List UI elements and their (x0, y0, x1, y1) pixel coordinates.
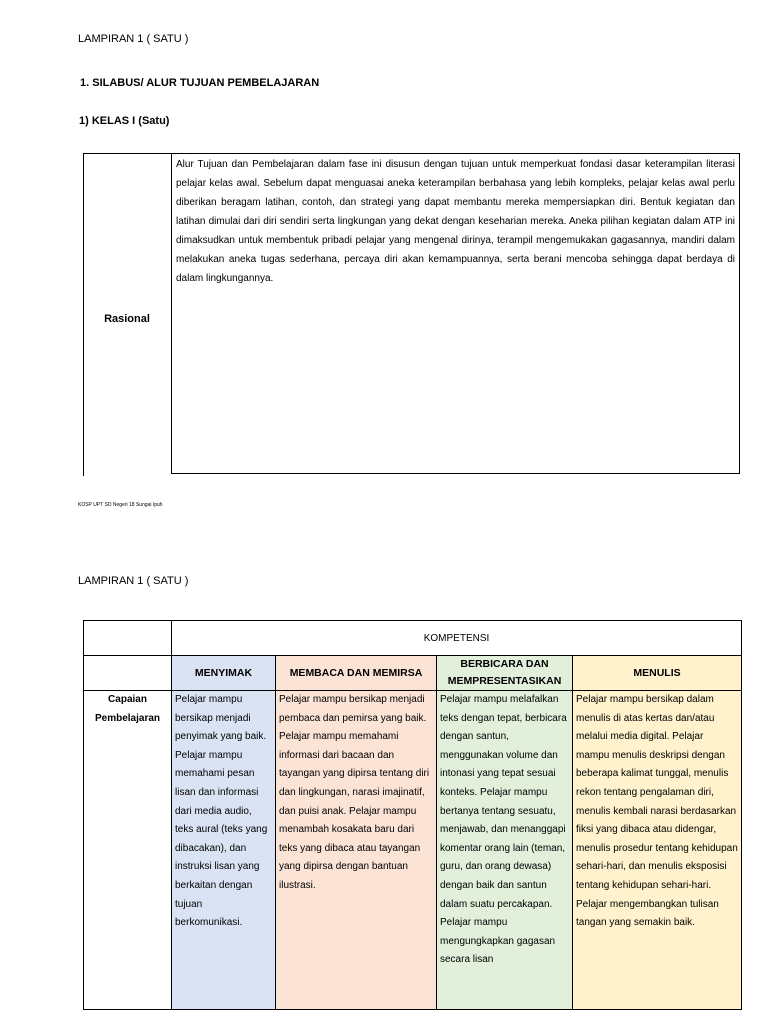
empty-label-cell (84, 656, 172, 691)
col-header-membaca: MEMBACA DAN MEMIRSA (276, 656, 437, 691)
rasional-label: Rasional (104, 313, 150, 325)
col-header-menulis: MENULIS (573, 656, 742, 691)
rasional-text: Alur Tujuan dan Pembelajaran dalam fase ini disusun dengan tujuan untuk memperkuat fondasi dasar keterampilan literasi pelajar kelas awal. Sebelum dapat menguasai aneka keterampilan berbahasa yang lebih kompleks, pelajar kelas awal perlu diberikan beragam latihan, contoh, dan strategi yang dapat membantu mereka mempersiapkan diri. Bentuk kegiatan dan latihan dimulai dari diri sendiri serta lingkungan yang dekat dengan keseharian mereka. Aneka pilihan kegiatan dalam ATP ini dimaksudkan untuk membentuk pribadi pelajar yang mengenal dirinya, terampil mengemukakan gagasannya, mandiri dalam melakukan aneka tugas sederhana, percaya diri akan kemampuannya, serta berani mencoba sehingga dapat berdaya di dalam lingkungannya. (171, 153, 740, 474)
section-heading: 1. SILABUS/ ALUR TUJUAN PEMBELAJARAN (80, 77, 320, 89)
row-label-capaian: Capaian Pembelajaran (84, 691, 172, 1010)
col-header-menyimak: MENYIMAK (172, 656, 276, 691)
cell-menyimak: Pelajar mampu bersikap menjadi penyimak yang baik. Pelajar mampu memahami pesan lisan dan informasi dari media audio, teks aural (teks yang dibacakan), dan instruksi lisan yang berkaitan dengan tujuan berkomunikasi. (172, 691, 276, 1010)
class-heading: 1) KELAS I (Satu) (79, 115, 170, 127)
kompetensi-header: KOMPETENSI (172, 621, 742, 656)
lampiran-title-1: LAMPIRAN 1 ( SATU ) (78, 33, 189, 45)
lampiran-title-2: LAMPIRAN 1 ( SATU ) (78, 575, 189, 587)
cell-menulis: Pelajar mampu bersikap dalam menulis di atas kertas dan/atau melalui media digital. Pelajar mampu menulis deskripsi dengan beberapa kalimat tunggal, menulis rekon tentang pengalaman diri, menulis kembali narasi berdasarkan fiksi yang dibaca atau didengar, menulis prosedur tentang kehidupan sehari-hari, dan menulis eksposisi tentang kehidupan sehari-hari. Pelajar mengembangkan tulisan tangan yang semakin baik. (573, 691, 742, 1010)
kompetensi-table (83, 620, 742, 1010)
cell-membaca: Pelajar mampu bersikap menjadi pembaca dan pemirsa yang baik. Pelajar mampu memahami informasi dari bacaan dan tayangan yang dipirsa tentang diri dan lingkungan, narasi imajinatif, dan puisi anak. Pelajar mampu menambah kosakata baru dari teks yang dibaca atau tayangan yang dipirsa dengan bantuan ilustrasi. (276, 691, 437, 1010)
page-footer: KOSP UPT SD Negeri 18 Sungai Ipuh (78, 502, 163, 508)
col-header-berbicara: BERBICARA DAN MEMPRESENTASIKAN (437, 656, 573, 691)
empty-corner-cell (84, 621, 172, 656)
cell-berbicara: Pelajar mampu melafalkan teks dengan tepat, berbicara dengan santun, menggunakan volume dan intonasi yang tepat sesuai konteks. Pelajar mampu bertanya tentang sesuatu, menjawab, dan menanggapi komentar orang lain (teman, guru, dan orang dewasa) dengan baik dan santun dalam suatu percakapan. Pelajar mampu mengungkapkan gagasan secara lisan (437, 691, 573, 1010)
